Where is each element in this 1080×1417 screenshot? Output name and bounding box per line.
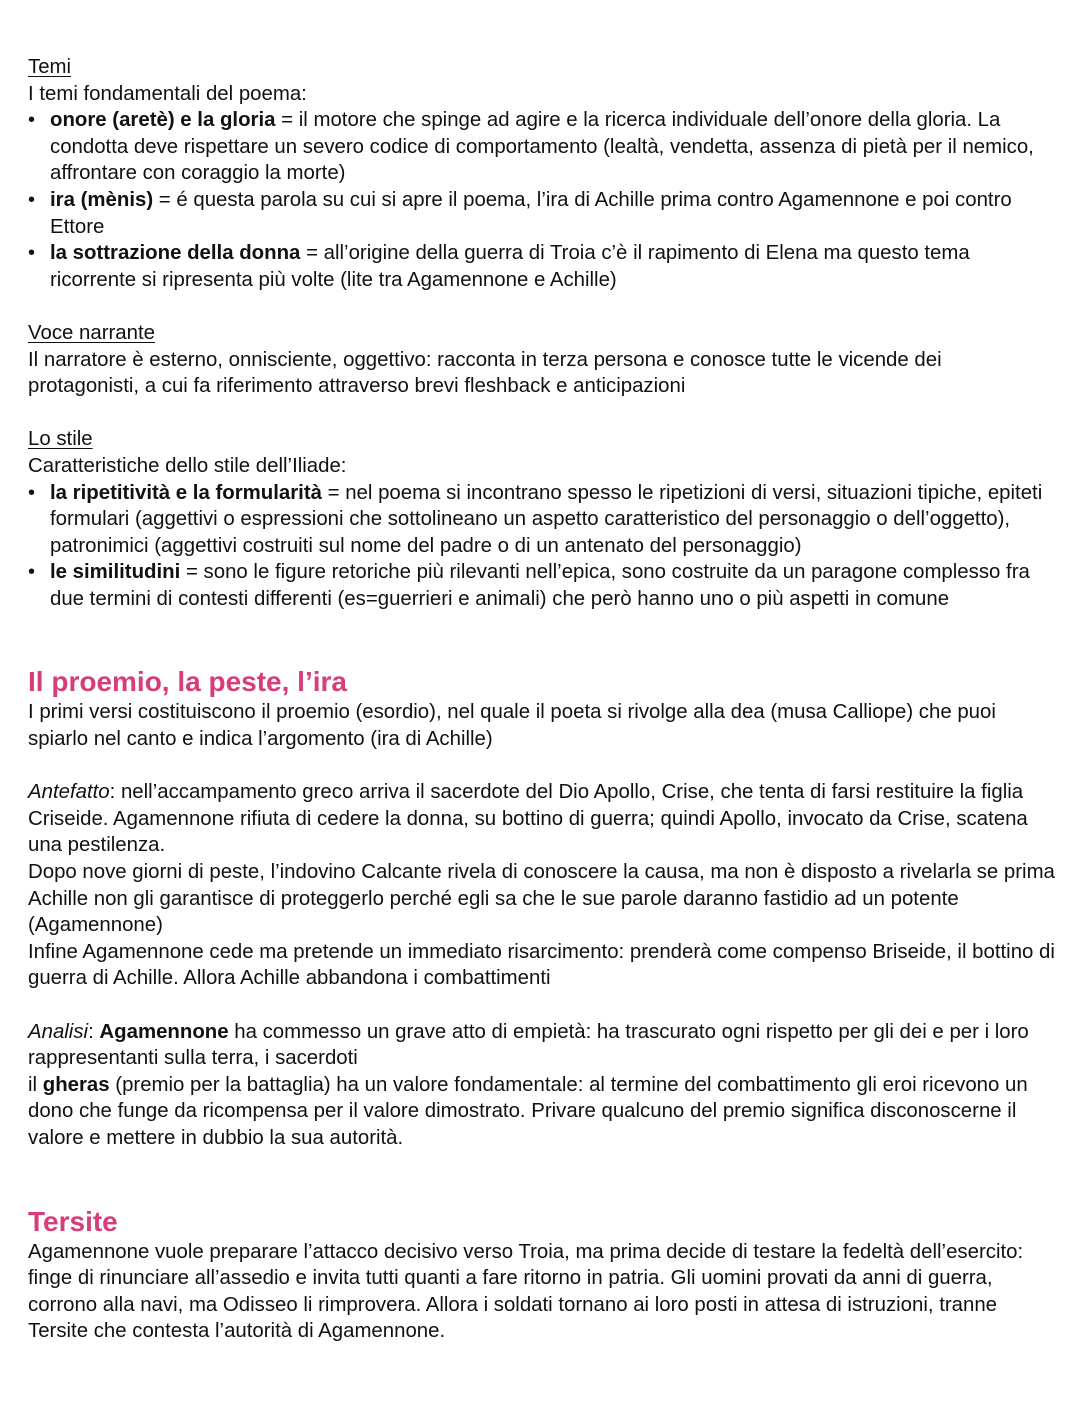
analisi-text: ha commesso un grave atto di empietà: ha trascurato ogni rispetto per gli dei e per i loro rappresentanti sulla terra, i sacerdoti bbox=[28, 1020, 1029, 1070]
item-text: = all’origine della guerra di Troia c’è il rapimento di Elena ma questo tema ricorrente si ripresenta più volte (lite tra Agamennone e Achille) bbox=[50, 242, 970, 291]
item-term: la ripetitività e la formularità bbox=[50, 481, 322, 504]
stile-list bbox=[28, 480, 1058, 613]
bullet-icon: • bbox=[28, 561, 36, 584]
item-term: la sottrazione della donna bbox=[50, 242, 301, 265]
analisi-separator: : bbox=[88, 1020, 100, 1043]
item-term: onore (aretè) e la gloria bbox=[50, 109, 276, 132]
temi-heading: Temi bbox=[28, 56, 72, 78]
bullet-icon: • bbox=[28, 242, 36, 265]
voce-narrante-text: Il narratore è esterno, onnisciente, oggettivo: racconta in terza persona e conosce tutte le vicende dei protagonisti, a cui fa riferimento attraverso brevi fleshback e anticipazioni bbox=[28, 348, 942, 398]
item-text: = sono le figure retoriche più rilevanti nell’epica, sono costruite da un paragone complesso fra due termini di contesti differenti (es=guerrieri e animali) che però hanno uno o più aspetti in comune bbox=[50, 561, 1030, 610]
item-text: = nel poema si incontrano spesso le ripetizioni di versi, situazioni tipiche, epiteti formulari (aggettivi o espressioni che sottolineano un aspetto caratteristico del personaggio o dell’oggetto), patronimici (aggettivi costruiti sul nome del padre o di un antenato del personaggio) bbox=[50, 481, 1043, 557]
list-item bbox=[28, 187, 1058, 240]
gheras-bold: gheras bbox=[42, 1073, 110, 1096]
gheras-prefix: il bbox=[28, 1073, 43, 1096]
list-item bbox=[28, 240, 1058, 293]
document-page bbox=[28, 54, 1058, 1345]
item-text: = é questa parola su cui si apre il poema, l’ira di Achille prima contro Agamennone e poi contro Ettore bbox=[50, 188, 1012, 238]
item-term: ira (mènis) bbox=[50, 188, 154, 211]
list-item bbox=[28, 107, 1058, 187]
list-item bbox=[28, 559, 1058, 612]
temi-list bbox=[28, 107, 1058, 293]
item-term: le similitudini bbox=[50, 561, 181, 584]
risarcimento-paragraph: Infine Agamennone cede ma pretende un immediato risarcimento: prenderà come compenso Briseide, il bottino di guerra di Achille. Allora Achille abbandona i combattimenti bbox=[28, 940, 1055, 990]
calcante-paragraph: Dopo nove giorni di peste, l’indovino Calcante rivela di conoscere la causa, ma non è disposto a rivelarla se prima Achille non gli garantisce di proteggerlo perché egli sa che le sue parole daranno fastidio ad un potente (Agamennone) bbox=[28, 861, 1055, 937]
bullet-icon: • bbox=[28, 481, 36, 504]
item-text: = il motore che spinge ad agire e la ricerca individuale dell’onore della gloria. La condotta deve rispettare un severo codice di comportamento (lealtà, vendetta, assenza di pietà per il nemico, affrontare con coraggio la morte) bbox=[50, 109, 1034, 185]
stile-intro: Caratteristiche dello stile dell’Iliade: bbox=[28, 454, 347, 477]
list-item bbox=[28, 480, 1058, 560]
analisi-paragraph bbox=[28, 1019, 1058, 1072]
tersite-title: Tersite bbox=[28, 1205, 118, 1237]
bullet-icon: • bbox=[28, 188, 36, 211]
tersite-text: Agamennone vuole preparare l’attacco decisivo verso Troia, ma prima decide di testare la fedeltà dell’esercito: finge di rinunciare all’assedio e invita tutti quanti a fare ritorno in patria. Gli uomini provati da anni di guerra, corrono alla navi, ma Odisseo li rimprovera. Allora i soldati tornano ai loro posti in attesa di istruzioni, tranne Tersite che contesta l’autorità di Agamennone. bbox=[28, 1240, 1024, 1343]
analisi-bold: Agamennone bbox=[99, 1020, 229, 1043]
bullet-icon: • bbox=[28, 109, 36, 132]
analisi-label: Analisi bbox=[28, 1020, 89, 1043]
temi-intro: I temi fondamentali del poema: bbox=[28, 82, 307, 105]
gheras-paragraph bbox=[28, 1072, 1058, 1152]
voce-narrante-heading: Voce narrante bbox=[28, 321, 155, 344]
gheras-text: (premio per la battaglia) ha un valore fondamentale: al termine del combattimento gli eroi ricevono un dono che funge da ricompensa per il valore dimostrato. Privare qualcuno del premio significa disconoscerne il valore e mettere in dubbio la sua autorità. bbox=[28, 1073, 1028, 1149]
antefatto-text: : nell’accampamento greco arriva il sacerdote del Dio Apollo, Crise, che tenta di farsi restituire la figlia Criseide. Agamennone rifiuta di cedere la donna, su bottino di guerra; quindi Apollo, invocato da Crise, scatena una pestilenza. bbox=[28, 781, 1028, 857]
proemio-intro: I primi versi costituiscono il proemio (esordio), nel quale il poeta si rivolge alla dea (musa Calliope) che puoi spiarlo nel canto e indica l’argomento (ira di Achille) bbox=[28, 701, 996, 751]
proemio-title: Il proemio, la peste, l’ira bbox=[28, 666, 347, 698]
antefatto-paragraph bbox=[28, 779, 1058, 859]
antefatto-label: Antefatto bbox=[28, 781, 110, 804]
stile-heading: Lo stile bbox=[28, 428, 93, 451]
